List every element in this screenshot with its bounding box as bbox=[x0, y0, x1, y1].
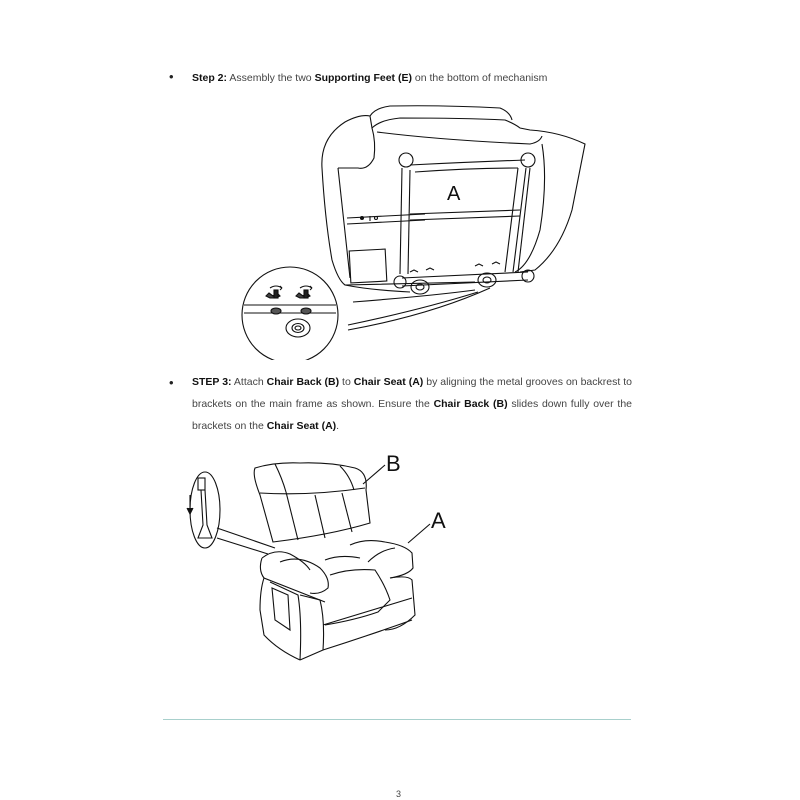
step-2-figure-mechanism bbox=[230, 100, 610, 360]
step-2-bullet: • bbox=[169, 69, 174, 84]
step-3-bullet: • bbox=[169, 375, 174, 390]
step-3-text: STEP 3: Attach Chair Back (B) to Chair Seat (A) by aligning the metal grooves on backrest to brackets on the main frame as shown. Ensure the Chair Back (B) slides down fully over the brackets on the Chair Seat (A). bbox=[192, 376, 632, 432]
footer-divider bbox=[163, 719, 631, 720]
part-label-b: B bbox=[386, 451, 401, 476]
step-2-label: Step 2: bbox=[192, 72, 228, 84]
step-3-label: STEP 3: bbox=[192, 376, 232, 388]
page-number: 3 bbox=[396, 789, 402, 799]
part-label-a-step3: A bbox=[431, 508, 446, 533]
step-2-text: Step 2: Assembly the two Supporting Feet (E) on the bottom of mechanism bbox=[192, 72, 548, 84]
part-label-a-step2: A bbox=[447, 183, 461, 205]
step-3-figure-chair-assembly bbox=[180, 450, 460, 680]
